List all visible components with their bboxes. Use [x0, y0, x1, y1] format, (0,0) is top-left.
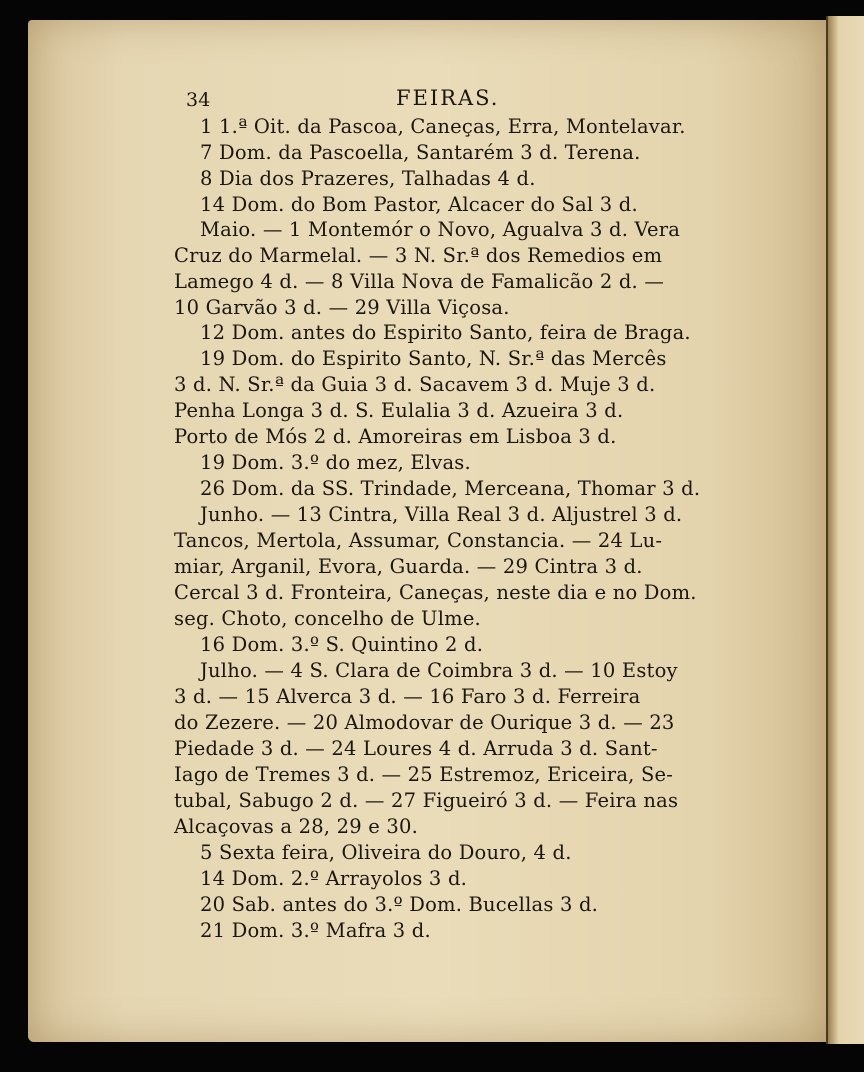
- text-line: 10 Garvão 3 d. — 29 Villa Viçosa.: [174, 296, 510, 319]
- text-line: Cercal 3 d. Fronteira, Caneças, neste dia e no Dom.: [174, 581, 697, 604]
- text-line: Junho. — 13 Cintra, Villa Real 3 d. Aljustrel 3 d.: [200, 503, 683, 526]
- text-line: 14 Dom. do Bom Pastor, Alcacer do Sal 3 d.: [200, 193, 638, 216]
- text-line: Lamego 4 d. — 8 Villa Nova de Famalicão 2 d. —: [174, 270, 665, 293]
- text-line: Piedade 3 d. — 24 Loures 4 d. Arruda 3 d. Sant-: [174, 737, 658, 760]
- text-line: Penha Longa 3 d. S. Eulalia 3 d. Azueira 3 d.: [174, 399, 624, 422]
- text-line: 8 Dia dos Prazeres, Talhadas 4 d.: [200, 167, 536, 190]
- text-line: Porto de Mós 2 d. Amoreiras em Lisboa 3 d.: [174, 425, 617, 448]
- text-line: 16 Dom. 3.º S. Quintino 2 d.: [200, 633, 484, 656]
- text-line: 5 Sexta feira, Oliveira do Douro, 4 d.: [200, 841, 572, 864]
- text-line: Alcaçovas a 28, 29 e 30.: [174, 815, 418, 838]
- text-line: Tancos, Mertola, Assumar, Constancia. — 24 Lu-: [174, 529, 663, 552]
- text-line: do Zezere. — 20 Almodovar de Ourique 3 d. — 23: [174, 711, 675, 734]
- text-line: 19 Dom. do Espirito Santo, N. Sr.ª das Mercês: [200, 347, 667, 370]
- text-line: Julho. — 4 S. Clara de Coimbra 3 d. — 10 Estoy: [200, 659, 678, 682]
- text-line: 21 Dom. 3.º Mafra 3 d.: [200, 919, 431, 942]
- text-line: 3 d. — 15 Alverca 3 d. — 16 Faro 3 d. Ferreira: [174, 685, 641, 708]
- text-line: 3 d. N. Sr.ª da Guia 3 d. Sacavem 3 d. Muje 3 d.: [174, 373, 656, 396]
- text-line: tubal, Sabugo 2 d. — 27 Figueiró 3 d. — Feira nas: [174, 789, 679, 812]
- text-line: 20 Sab. antes do 3.º Dom. Bucellas 3 d.: [200, 893, 599, 916]
- text-line: 14 Dom. 2.º Arrayolos 3 d.: [200, 867, 468, 890]
- page-title: FEIRAS.: [396, 86, 500, 110]
- text-line: 7 Dom. da Pascoella, Santarém 3 d. Terena.: [200, 141, 641, 164]
- text-line: Cruz do Marmelal. — 3 N. Sr.ª dos Remedios em: [174, 244, 663, 267]
- text-line: 26 Dom. da SS. Trindade, Merceana, Thomar 3 d.: [200, 477, 701, 500]
- text-line: 19 Dom. 3.º do mez, Elvas.: [200, 451, 471, 474]
- text-line: seg. Choto, concelho de Ulme.: [174, 607, 481, 630]
- text-line: Maio. — 1 Montemór o Novo, Agualva 3 d. Vera: [200, 218, 681, 241]
- text-line: Iago de Tremes 3 d. — 25 Estremoz, Ericeira, Se-: [174, 763, 674, 786]
- text-line: miar, Arganil, Evora, Guarda. — 29 Cintra 3 d.: [174, 555, 643, 578]
- text-line: 12 Dom. antes do Espirito Santo, feira de Braga.: [200, 321, 691, 344]
- text-line: 1 1.ª Oit. da Pascoa, Caneças, Erra, Montelavar.: [200, 115, 686, 138]
- page-number: 34: [186, 89, 211, 111]
